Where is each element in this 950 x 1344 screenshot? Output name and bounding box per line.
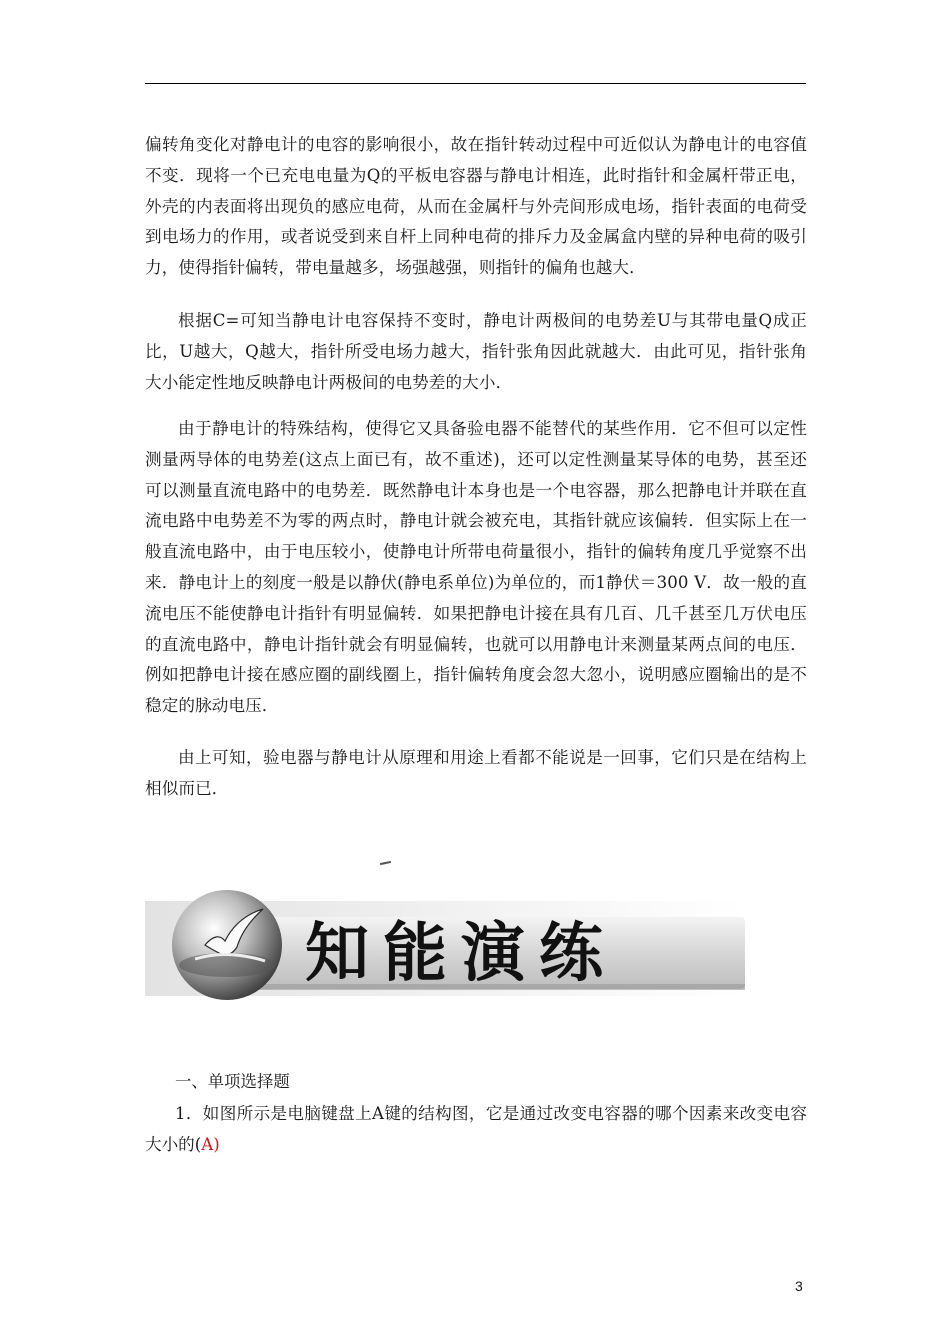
section-title: 一、单项选择题 xyxy=(175,1072,290,1091)
paragraph-electrometer-uses: 由于静电计的特殊结构，使得它又具备验电器不能替代的某些作用．它不但可以定性测量两导体的电势差(这点上面已有，故不重述)，还可以定性测量某导体的电势，甚至还可以测量直流电路中的电势差．既然静电计本身也是一个电容器，那么把静电计并联在直流电路中电势差不为零的两点时，静电计就会被充电，其指针就应该偏转．但实际上在一般直流电路中，由于电压较小，使静电计所带电荷量很小，指针的偏转角度几乎觉察不出来．静电计上的刻度一般是以静伏(静电系单位)为单位的，而1静伏＝300 V．故一般的直流电压不能使静电计指针有明显偏转．如果把静电计接在具有几百、几千甚至几万伏电压的直流电路中，静电计指针就会有明显偏转，也就可以用静电计来测量某两点间的电压．例如把静电计接在感应圈的副线圈上，指针偏转角度会忽大忽小，说明感应圈输出的是不稳定的脉动电压． xyxy=(145,419,807,716)
paragraph-conclusion: 由上可知，验电器与静电计从原理和用途上看都不能说是一回事，它们只是在结构上相似而已． xyxy=(145,748,807,798)
question-1 xyxy=(145,1098,807,1160)
section-banner xyxy=(145,887,745,1013)
stray-mark xyxy=(380,861,391,865)
header-rule xyxy=(145,83,806,84)
question-1-answer: A xyxy=(201,1135,214,1154)
banner-title: 知能演练 xyxy=(305,916,617,991)
paragraph-electrometer-deflection: 偏转角变化对静电计的电容的影响很小，故在指针转动过程中可近似认为静电计的电容值不变．现将一个已充电电量为Q的平板电容器与静电计相连，此时指针和金属杆带正电，外壳的内表面将出现负的感应电荷，从而在金属杆与外壳间形成电场，指针表面的电荷受到电场力的作用，或者说受到来自杆上同种电荷的排斥力及金属盒内壁的异种电荷的吸引力，使得指针偏转，带电量越多，场强越强，则指针的偏角也越大． xyxy=(145,135,807,278)
page-number: 3 xyxy=(795,1278,803,1294)
question-1-text: 1．如图所示是电脑键盘上A键的结构图，它是通过改变电容器的哪个因素来改变电容大小的( xyxy=(145,1104,807,1154)
paragraph-capacitance-relation: 根据C=可知当静电计电容保持不变时，静电计两极间的电势差U与其带电量Q成正比，U越大，Q越大，指针所受电场力越大，指针张角因此就越大．由此可见，指针张角大小能定性地反映静电计两极间的电势差的大小． xyxy=(145,311,807,392)
question-1-close: ) xyxy=(213,1135,220,1154)
